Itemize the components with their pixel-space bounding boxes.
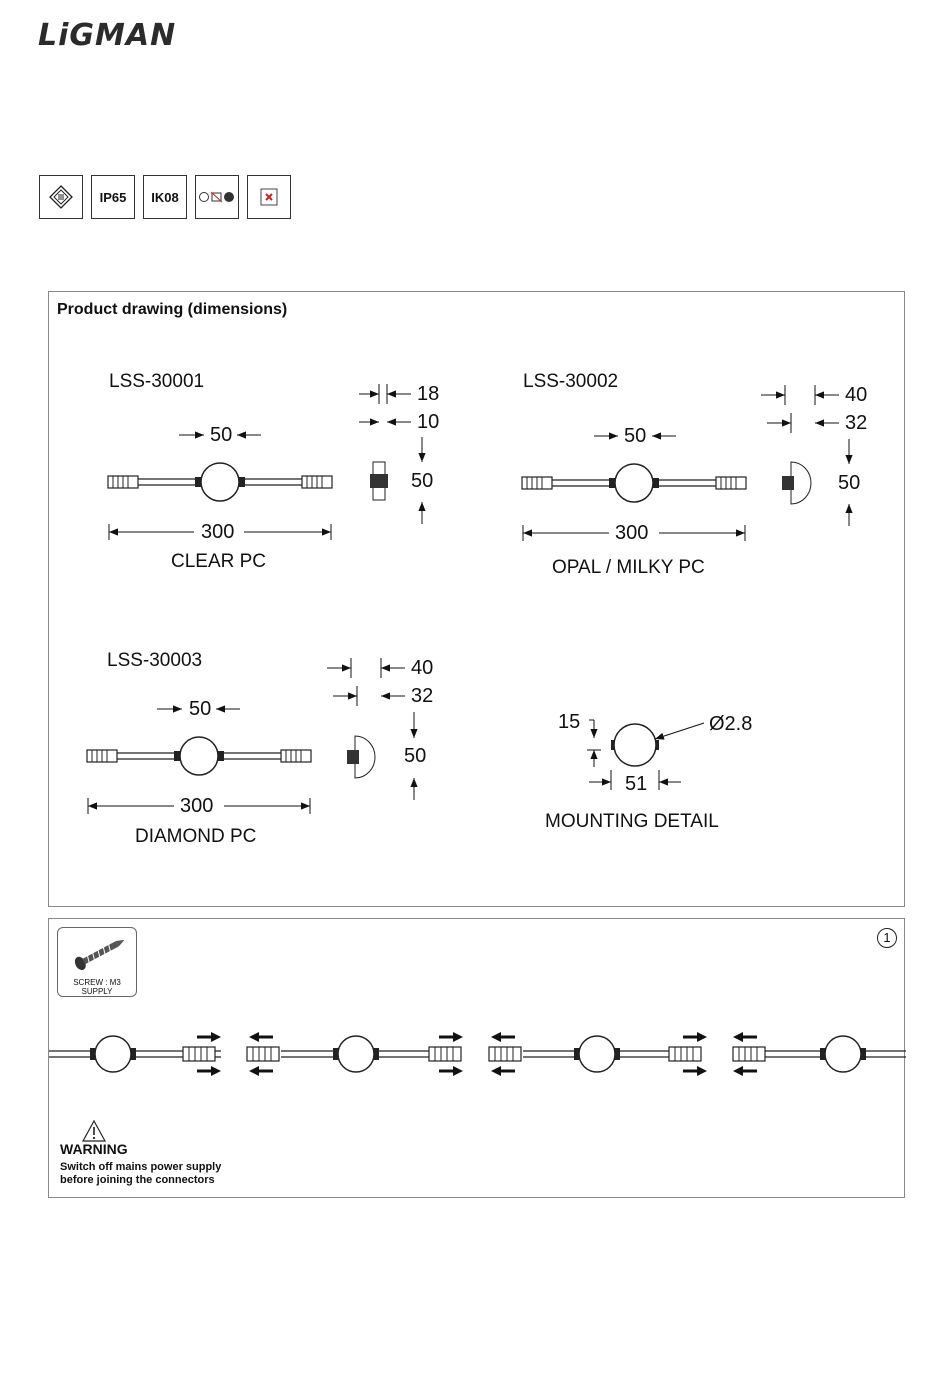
screw-info-box <box>57 927 137 997</box>
product-1-height: 50 <box>411 470 434 492</box>
product-2-depth-outer: 40 <box>845 384 868 406</box>
product-3-length: 300 <box>180 795 214 817</box>
panel-title: Product drawing (dimensions) <box>57 301 288 318</box>
product-2-height: 50 <box>838 472 861 494</box>
mounting-detail-label: MOUNTING DETAIL <box>545 811 719 832</box>
warning-line-2: before joining the connectors <box>60 1174 215 1186</box>
product-drawing-panel <box>48 291 905 907</box>
product-3-finish: DIAMOND PC <box>135 826 257 847</box>
product-1-finish: CLEAR PC <box>171 551 267 572</box>
symbols-icon <box>195 175 239 219</box>
product-1-length: 300 <box>201 521 235 543</box>
product-3-height: 50 <box>404 745 427 767</box>
product-2-length: 300 <box>615 522 649 544</box>
product-2-finish: OPAL / MILKY PC <box>552 557 705 578</box>
product-2-code: LSS-30002 <box>523 371 619 392</box>
mounting-offset: 15 <box>558 711 581 733</box>
product-3-diameter: 50 <box>189 698 212 720</box>
product-1-depth-inner: 10 <box>417 411 440 433</box>
product-1-diameter: 50 <box>210 424 233 446</box>
product-3-code: LSS-30003 <box>107 650 203 671</box>
product-1-depth-outer: 18 <box>417 383 440 405</box>
screw-supply-label: SUPPLY <box>81 987 113 996</box>
warning-title: WARNING <box>60 1141 128 1157</box>
mounting-spacing: 51 <box>625 773 648 795</box>
installation-panel <box>48 918 905 1198</box>
product-3-side-view <box>327 658 414 800</box>
warning-triangle-icon <box>82 1120 106 1142</box>
warning-line-1: Switch off mains power supply <box>60 1161 222 1173</box>
screw-icon <box>58 928 138 976</box>
step-number: 1 <box>877 928 897 948</box>
connection-sequence <box>49 1009 906 1129</box>
product-2-depth-inner: 32 <box>845 412 868 434</box>
no-insulation-icon <box>247 175 291 219</box>
ik-rating-badge: IK08 <box>143 175 187 219</box>
product-3-depth-inner: 32 <box>411 685 434 707</box>
screw-label: SCREW : M3 <box>73 978 121 987</box>
product-2-side-view <box>761 385 849 526</box>
mounting-hole-diameter: Ø2.8 <box>709 713 753 735</box>
ip-rating-badge: IP65 <box>91 175 135 219</box>
product-1-side-view <box>359 384 422 524</box>
brand-logo: LiGMAN <box>38 18 177 53</box>
product-1-code: LSS-30001 <box>109 371 205 392</box>
product-2-diameter: 50 <box>624 425 647 447</box>
product-3-depth-outer: 40 <box>411 657 434 679</box>
class-iii-icon <box>39 175 83 219</box>
